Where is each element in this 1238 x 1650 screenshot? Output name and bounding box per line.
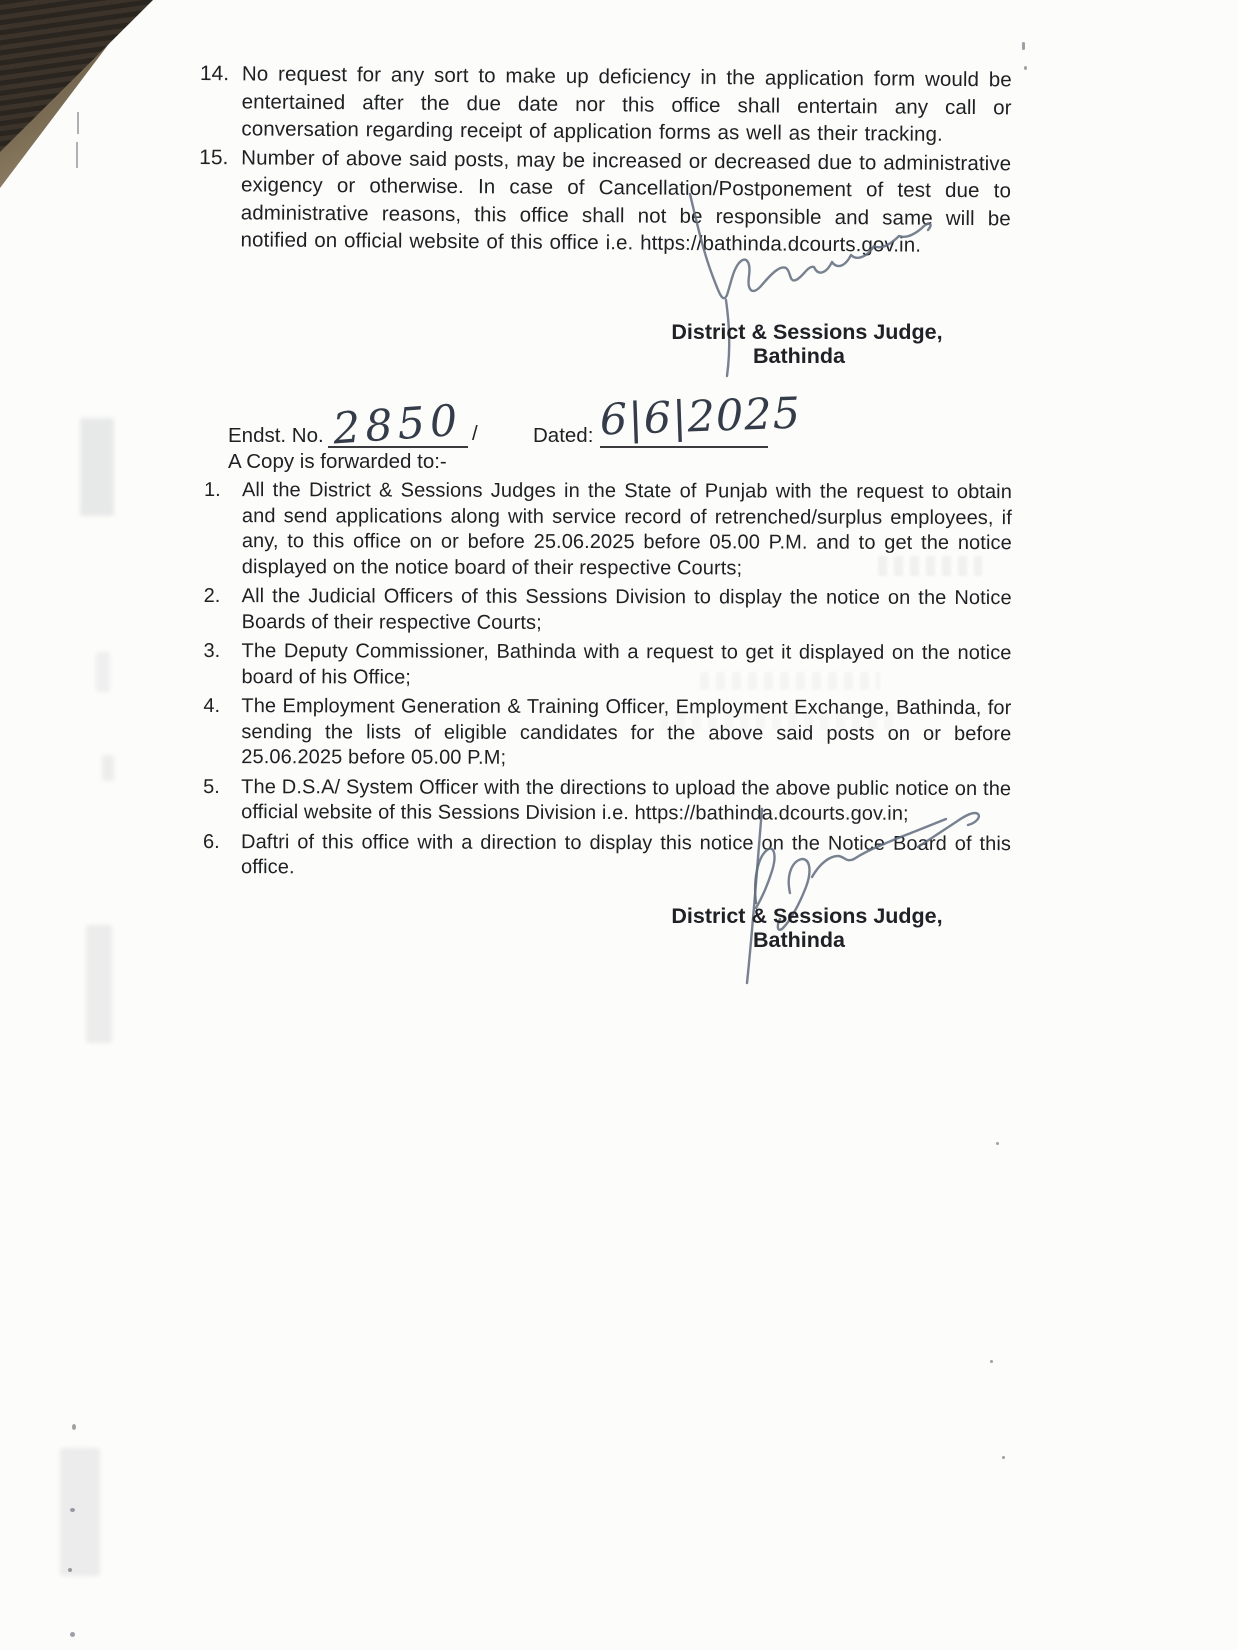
endst-no-suffix: / bbox=[472, 422, 478, 445]
bleed-through-smudge bbox=[80, 418, 114, 516]
paragraph-text: No request for any sort to make up deficiency in the application form would be entertained after the due date nor this office shall entertain any call or conversation regarding receipt of application forms as well as their tracking. bbox=[241, 62, 1012, 146]
bleed-through-smudge bbox=[86, 925, 112, 1043]
bleed-through-smudge bbox=[60, 1448, 100, 1576]
copy-forwarded-line: A Copy is forwarded to:- bbox=[228, 450, 447, 473]
copy-distribution-list bbox=[203, 478, 1012, 887]
dated-field bbox=[599, 388, 802, 448]
endst-no-field bbox=[328, 395, 468, 455]
copy-list-item-6 bbox=[203, 829, 1011, 882]
signatory-title: District & Sessions Judge, bbox=[671, 320, 943, 344]
bleed-through-text bbox=[878, 556, 982, 576]
handwritten-date: 6|6|2025 bbox=[599, 388, 802, 446]
scan-speck bbox=[70, 1632, 75, 1637]
list-number: 5. bbox=[203, 775, 220, 798]
bleed-through-text bbox=[660, 712, 900, 730]
signatory-place: Bathinda bbox=[753, 343, 845, 368]
margin-mark bbox=[76, 142, 78, 168]
endst-no-label: Endst. No. bbox=[228, 424, 324, 447]
signatory-title: District & Sessions Judge, bbox=[671, 904, 943, 928]
scan-speck bbox=[70, 1508, 75, 1512]
copy-list-item-5 bbox=[203, 774, 1011, 827]
scan-speck bbox=[1002, 1456, 1005, 1459]
list-text: All the Judicial Officers of this Sessions Division to display the notice on the Notice Boards of their respective Courts; bbox=[241, 585, 1012, 634]
list-text: The Deputy Commissioner, Bathinda with a request to get it displayed on the notice board of his Office; bbox=[241, 640, 1012, 689]
signature-block-top bbox=[642, 321, 972, 368]
margin-mark bbox=[77, 112, 79, 134]
copy-list-item-2 bbox=[204, 584, 1012, 637]
scan-speck bbox=[1022, 42, 1025, 50]
copy-list-item-3 bbox=[203, 639, 1011, 692]
list-text: All the District & Sessions Judges in the State of Punjab with the request to obtain and send applications along with service record of retrenched/surplus employees, if any, to this office on or before 25.06.2025 before 05.00 P.M. and to get the notice displayed on the notice board of their respective Courts; bbox=[241, 479, 1012, 579]
paragraph-number: 15. bbox=[199, 145, 229, 169]
copy-list-item-4 bbox=[203, 694, 1011, 773]
list-number: 4. bbox=[203, 694, 221, 718]
endorsement-row bbox=[228, 388, 1018, 458]
scan-speck bbox=[990, 1360, 993, 1363]
signatory-place: Bathinda bbox=[753, 927, 845, 952]
list-text: The Employment Generation & Training Officer, Employment Exchange, Bathinda, for sending the lists of eligible candidates for the above said posts on or before 25.06.2025 before 05.00 P.M; bbox=[241, 695, 1012, 769]
bleed-through-smudge bbox=[102, 755, 114, 781]
list-text: Daftri of this office with a direction to display this notice on the Notice Board of this office. bbox=[240, 830, 1012, 879]
scan-speck bbox=[996, 1142, 999, 1145]
list-number: 2. bbox=[203, 584, 221, 608]
signature-block-bottom bbox=[642, 905, 972, 952]
paragraph-number: 14. bbox=[199, 61, 230, 86]
list-number: 6. bbox=[203, 830, 220, 853]
list-number: 3. bbox=[203, 639, 221, 663]
paragraph-item-15 bbox=[198, 143, 1011, 259]
list-text: The D.S.A/ System Officer with the directions to upload the above public notice on the official website of this Sessions Division i.e. https://bathinda.dcourts.gov.in; bbox=[241, 775, 1012, 825]
list-number: 1. bbox=[203, 479, 221, 502]
bleed-through-smudge bbox=[96, 652, 110, 692]
dated-label: Dated: bbox=[533, 424, 594, 447]
handwritten-endst-number: 2850 bbox=[331, 395, 465, 455]
scan-speck bbox=[1024, 66, 1027, 70]
numbered-paragraphs bbox=[198, 60, 1012, 261]
paragraph-item-14 bbox=[199, 60, 1012, 149]
paragraph-text: Number of above said posts, may be increased or decreased due to administrative exigency or otherwise. In case of Cancellation/Postponement of test due to administrative reasons, this office shall not be responsible and same will be notified on official website of this office i.e. https://bathinda.dcourts.gov.in. bbox=[240, 145, 1012, 257]
bleed-through-text bbox=[700, 672, 880, 690]
scan-speck bbox=[68, 1568, 72, 1572]
scan-speck bbox=[72, 1424, 76, 1430]
